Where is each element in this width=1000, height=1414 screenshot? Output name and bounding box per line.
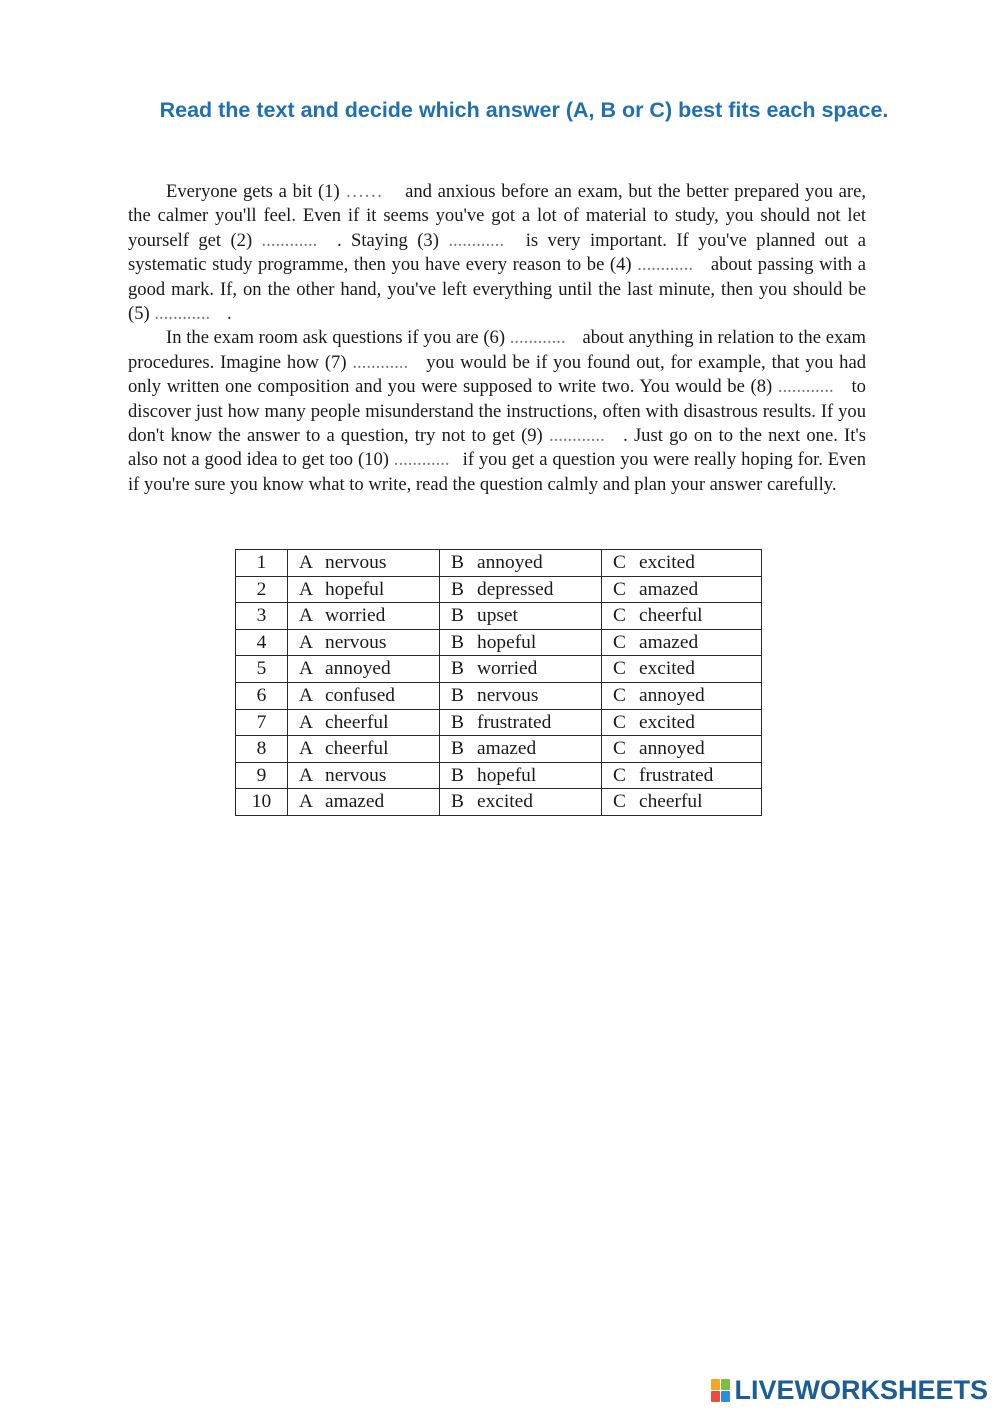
option-a: A nervous bbox=[288, 550, 440, 577]
option-a: A hopeful bbox=[288, 576, 440, 603]
option-c: C excited bbox=[602, 709, 762, 736]
question-number: 4 bbox=[236, 629, 288, 656]
option-a: A nervous bbox=[288, 762, 440, 789]
table-row bbox=[236, 709, 762, 736]
gap-2-input[interactable] bbox=[262, 230, 328, 252]
paragraph-1: Everyone gets a bit (1) …… and anxious before an exam, but the better prepared you are, the calmer you'll feel. Even if it seems you've got a lot of material to study, you should not let yourself get (2) ............ . Staying (3) ............ is very important. If you've planned out a systematic study programme, then you have every reason to be (4) ............ about passing with a good mark. If, on the other hand, you've left everything until the last minute, then you should be (5) ............ . bbox=[128, 180, 866, 326]
gap-9-input[interactable] bbox=[549, 425, 617, 447]
option-a: A annoyed bbox=[288, 656, 440, 683]
option-b: B hopeful bbox=[440, 762, 602, 789]
gap-5-input[interactable] bbox=[154, 303, 222, 325]
option-a: A cheerful bbox=[288, 736, 440, 763]
reading-passage bbox=[128, 180, 866, 497]
gap-3-input[interactable] bbox=[448, 230, 516, 252]
question-number: 9 bbox=[236, 762, 288, 789]
brand-wordmark: LIVEWORKSHEETS bbox=[734, 1375, 988, 1405]
gap-6-input[interactable] bbox=[510, 327, 578, 349]
table-row bbox=[236, 682, 762, 709]
question-number: 10 bbox=[236, 789, 288, 816]
option-b: B frustrated bbox=[440, 709, 602, 736]
table-row bbox=[236, 762, 762, 789]
table-row bbox=[236, 736, 762, 763]
option-b: B nervous bbox=[440, 682, 602, 709]
option-c: C annoyed bbox=[602, 682, 762, 709]
table-row bbox=[236, 656, 762, 683]
question-number: 8 bbox=[236, 736, 288, 763]
option-a: A confused bbox=[288, 682, 440, 709]
table-row bbox=[236, 550, 762, 577]
liveworksheets-tiles-icon bbox=[711, 1379, 730, 1402]
answer-options-table bbox=[235, 549, 762, 816]
gap-7-input[interactable] bbox=[352, 352, 420, 374]
table-row bbox=[236, 629, 762, 656]
question-number: 2 bbox=[236, 576, 288, 603]
option-a: A amazed bbox=[288, 789, 440, 816]
option-c: C annoyed bbox=[602, 736, 762, 763]
option-b: B excited bbox=[440, 789, 602, 816]
question-number: 5 bbox=[236, 656, 288, 683]
question-number: 1 bbox=[236, 550, 288, 577]
option-b: B upset bbox=[440, 603, 602, 630]
option-a: A worried bbox=[288, 603, 440, 630]
option-b: B depressed bbox=[440, 576, 602, 603]
option-c: C cheerful bbox=[602, 603, 762, 630]
instruction-heading: Read the text and decide which answer (A, B or C) best fits each space. bbox=[159, 98, 889, 122]
question-number: 7 bbox=[236, 709, 288, 736]
option-b: B annoyed bbox=[440, 550, 602, 577]
option-c: C cheerful bbox=[602, 789, 762, 816]
question-number: 3 bbox=[236, 603, 288, 630]
option-a: A nervous bbox=[288, 629, 440, 656]
option-b: B hopeful bbox=[440, 629, 602, 656]
option-a: A cheerful bbox=[288, 709, 440, 736]
option-c: C amazed bbox=[602, 629, 762, 656]
table-row bbox=[236, 789, 762, 816]
option-c: C excited bbox=[602, 550, 762, 577]
gap-8-input[interactable] bbox=[778, 376, 846, 398]
table-row bbox=[236, 603, 762, 630]
gap-10-input[interactable] bbox=[394, 449, 458, 471]
option-b: B worried bbox=[440, 656, 602, 683]
gap-1-input[interactable] bbox=[345, 181, 399, 203]
option-c: C amazed bbox=[602, 576, 762, 603]
table-row bbox=[236, 576, 762, 603]
paragraph-2: In the exam room ask questions if you are (6) ............ about anything in relation to the exam procedures. Imagine how (7) ............ you would be if you found out, for example, that you had only written one composition and you were supposed to write two. You would be (8) ............ to discover just how many people misunderstand the instructions, often with disastrous results. If you don't know the answer to a question, try not to get (9) ............ . Just go on to the next one. It's also not a good idea to get too (10) ............ if you get a question you were really hoping for. Even if you're sure you know what to write, read the question calmly and plan your answer carefully. bbox=[128, 326, 866, 497]
liveworksheets-logo bbox=[711, 1375, 988, 1406]
option-c: C frustrated bbox=[602, 762, 762, 789]
option-c: C excited bbox=[602, 656, 762, 683]
option-b: B amazed bbox=[440, 736, 602, 763]
gap-4-input[interactable] bbox=[637, 254, 705, 276]
question-number: 6 bbox=[236, 682, 288, 709]
